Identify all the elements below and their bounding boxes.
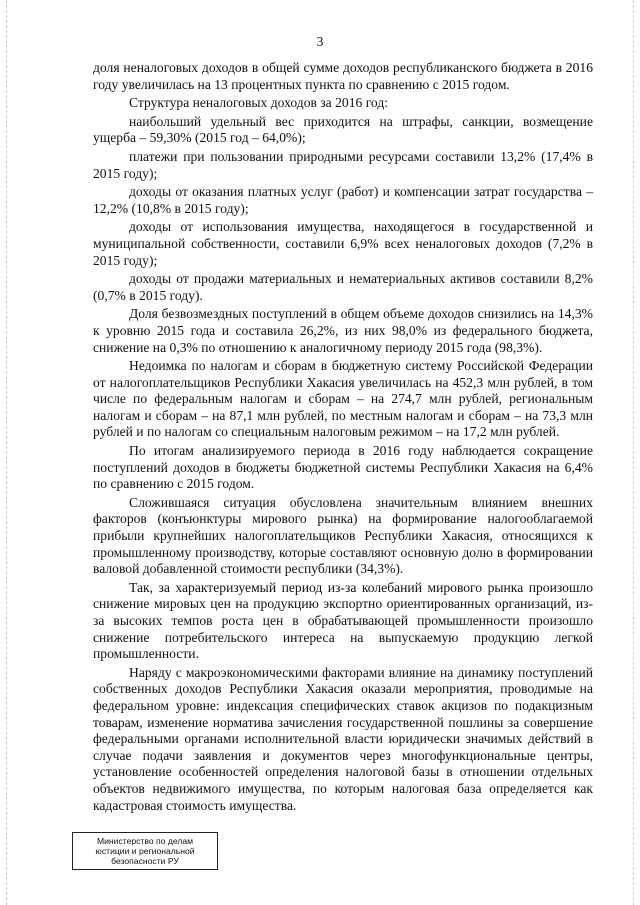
paragraph: доходы от оказания платных услуг (работ) и компенсации затрат государства – 12,2% (10,8% в 2015 году); bbox=[93, 184, 593, 216]
document-body bbox=[93, 60, 593, 816]
paragraph: Недоимка по налогам и сборам в бюджетную систему Российской Федерации от налогоплательщиков Республики Хакасия увеличилась на 452,3 млн рублей, в том числе по федеральным налогам и сборам – на 274,7 млн рублей, региональным налогам и сборам – на 87,1 млн рублей, по местным налогам и сборам – на 73,3 млн рублей и по налогам со специальным налоговым режимом – на 17,2 млн рублей. bbox=[93, 358, 593, 440]
paragraph: По итогам анализируемого периода в 2016 году наблюдается сокращение поступлений доходов в бюджеты бюджетной системы Республики Хакасия на 6,4% по сравнению с 2015 годом. bbox=[93, 443, 593, 492]
paragraph: Так, за характеризуемый период из-за колебаний мирового рынка произошло снижение мировых цен на продукцию экспортно ориентированных организаций, из-за высоких темпов роста цен в обрабатывающей промышленности произошло снижение потребительского интереса на выпускаемую продукцию легкой промышленности. bbox=[93, 579, 593, 662]
paragraph: платежи при пользовании природными ресурсами составили 13,2% (17,4% в 2015 году); bbox=[93, 148, 593, 181]
paragraph: Наряду с макроэкономическими факторами влияние на динамику поступлений собственных доходов Республики Хакасия оказали мероприятия, проводимые на федеральном уровне: индексация специфических ставок акцизов по подакцизным товарам, изменение норматива зачисления государственной пошлины за совершение федеральными органами исполнительной власти юридически значимых действий в случае подачи заявления и документов через многофункциональные центры, установление особенностей определения налоговой базы в отношении отдельных объектов недвижимого имущества, по которым налоговая база определяется как кадастровая стоимость имущества. bbox=[93, 664, 593, 813]
stamp-line: Министерство по делам bbox=[96, 836, 194, 846]
stamp-line: безопасности РУ bbox=[111, 856, 179, 866]
paragraph: Доля безвозмездных поступлений в общем объеме доходов снизились на 14,3% к уровню 2015 года и составила 26,2%, из них 98,0% из федерального бюджета, снижение на 0,3% по отношению к аналогичному периоду 2015 года (98,3%). bbox=[93, 306, 593, 355]
paragraph: доля неналоговых доходов в общей сумме доходов республиканского бюджета в 2016 году увеличилась на 13 процентных пункта по сравнению с 2015 годом. bbox=[93, 60, 593, 92]
paragraph: наибольший удельный вес приходится на штрафы, санкции, возмещение ущерба – 59,30% (2015 год – 64,0%); bbox=[93, 113, 593, 146]
paragraph: Структура неналоговых доходов за 2016 год: bbox=[129, 95, 389, 111]
ministry-stamp bbox=[72, 832, 218, 870]
stamp-line: юстиции и региональной bbox=[95, 846, 195, 856]
scan-edge-right bbox=[633, 0, 634, 905]
scan-edge-left bbox=[6, 0, 7, 905]
paragraph: Сложившаяся ситуация обусловлена значительным влиянием внешних факторов (конъюнктуры мирового рынка) на формирование налогооблагаемой прибыли крупнейших налогоплательщиков Республики Хакасия, относящихся к промышленному производству, которые составляют основную долю в формировании валовой добавленной стоимости республики (34,3%). bbox=[93, 494, 593, 577]
page-number: 3 bbox=[316, 34, 324, 49]
paragraph: доходы от продажи материальных и нематериальных активов составили 8,2% (0,7% в 2015 году). bbox=[93, 271, 593, 303]
paragraph: доходы от использования имущества, находящегося в государственной и муниципальной собственности, составили 6,9% всех неналоговых доходов (7,2% в 2015 году); bbox=[93, 219, 593, 268]
